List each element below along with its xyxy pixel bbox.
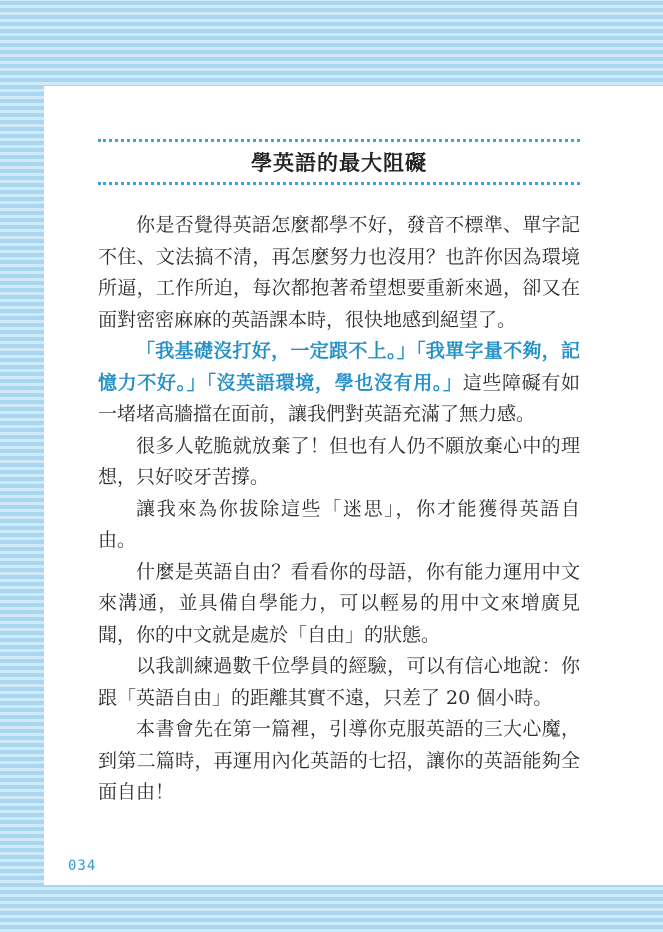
paragraph: 你是否覺得英語怎麼都學不好，發音不標準、單字記不住、文法搞不清，再怎麼努力也沒用？也許你因為環境所逼，工作所迫，每次都抱著希望想要重新來過，卻又在面對密密麻麻的英語課本時，很快地感到絕望了。: [98, 214, 580, 331]
paragraph: [98, 336, 580, 431]
paragraph: 本書會先在第一篇裡，引導你克服英語的三大心魔，到第二篇時，再運用內化英語的七招，讓你的英語能夠全面自由！: [98, 718, 580, 803]
paragraph: 以我訓練過數千位學員的經驗，可以有信心地說：你跟「英語自由」的距離其實不遠，只差了 20 個小時。: [98, 655, 580, 709]
page-number: 034: [68, 858, 97, 874]
paragraph: 很多人乾脆就放棄了！但也有人仍不願放棄心中的理想，只好咬牙苦撐。: [98, 434, 580, 488]
page-title: 學英語的最大阻礙: [251, 151, 427, 175]
paragraph-text: 這些障礙有如一堵堵高牆擋在面前，讓我們對英語充滿了無力感。: [98, 371, 580, 425]
highlighted-quote: 「我基礎沒打好，一定跟不上。」「我單字量不夠，記憶力不好。」「沒英語環境，學也沒有用。」: [98, 340, 580, 394]
section-heading: [98, 139, 580, 185]
paragraph: 什麼是英語自由？看看你的母語，你有能力運用中文來溝通，並具備自學能力，可以輕易的用中文來增廣見聞，你的中文就是處於「自由」的狀態。: [98, 560, 580, 646]
dotted-rule-top: [98, 139, 580, 142]
dotted-rule-bottom: [98, 182, 580, 185]
paragraph: 讓我來為你拔除這些「迷思」，你才能獲得英語自由。: [98, 497, 580, 551]
book-page: [44, 86, 663, 885]
body-text: [98, 210, 580, 809]
